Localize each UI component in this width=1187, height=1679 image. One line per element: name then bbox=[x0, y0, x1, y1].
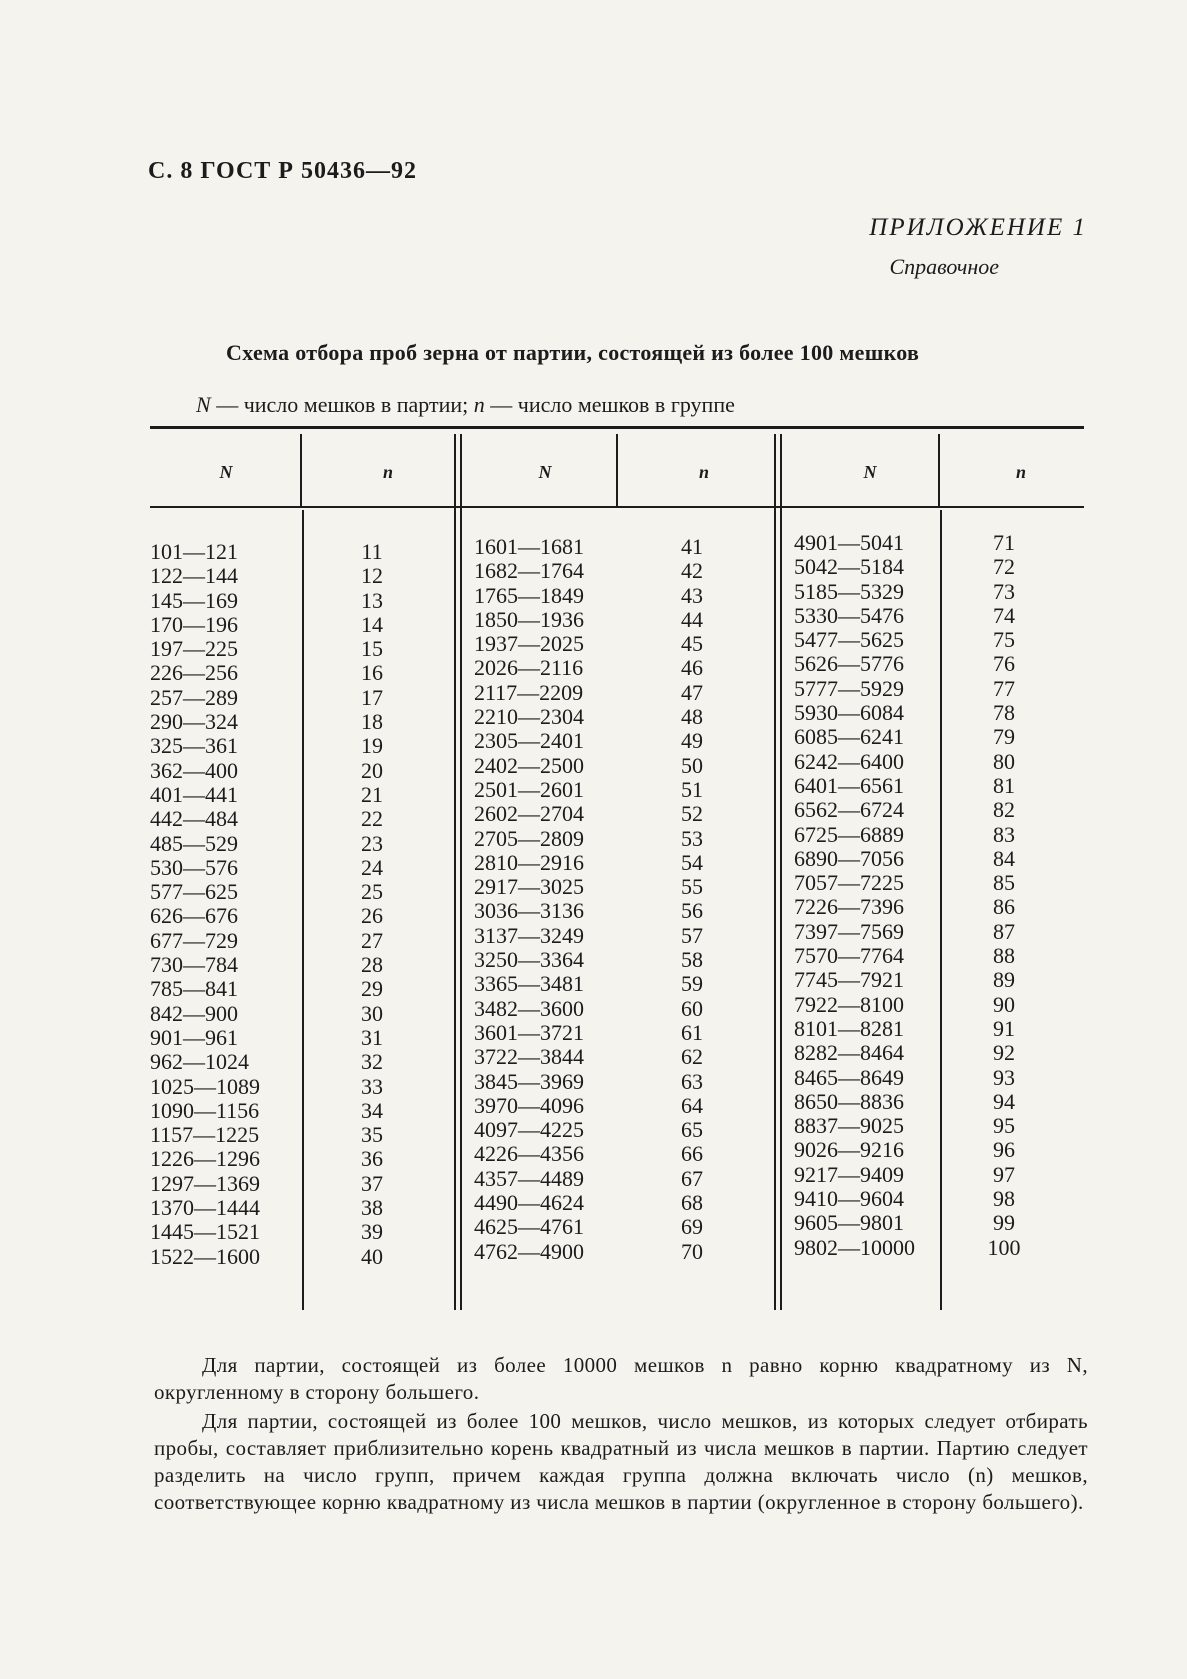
table-cell: 23 bbox=[361, 830, 383, 856]
table-cell: 2917—3025 bbox=[474, 874, 584, 900]
table-cell: 19 bbox=[361, 733, 383, 759]
page-header: С. 8 ГОСТ Р 50436—92 bbox=[148, 158, 417, 184]
table-cell: 82 bbox=[993, 797, 1015, 823]
table-cell: 34 bbox=[361, 1097, 383, 1123]
table-cell: 33 bbox=[361, 1073, 383, 1099]
table-cell: 93 bbox=[993, 1064, 1015, 1090]
column-n-1 bbox=[342, 540, 402, 1269]
table-cell: 97 bbox=[993, 1161, 1015, 1187]
table-cell: 31 bbox=[361, 1024, 383, 1050]
table-cell: 7745—7921 bbox=[794, 967, 904, 993]
table-cell: 86 bbox=[993, 894, 1015, 920]
table-cell: 8101—8281 bbox=[794, 1015, 904, 1041]
table-cell: 96 bbox=[993, 1137, 1015, 1163]
table-cell: 9410—9604 bbox=[794, 1186, 904, 1212]
table-cell: 100 bbox=[987, 1234, 1021, 1260]
table-header-rule bbox=[150, 506, 1084, 508]
table-cell: 77 bbox=[993, 675, 1015, 701]
table-top-rule bbox=[150, 426, 1084, 429]
table-cell: 785—841 bbox=[150, 976, 238, 1002]
table-cell: 36 bbox=[361, 1146, 383, 1172]
table-cell: 257—289 bbox=[150, 684, 238, 710]
table-cell: 962—1024 bbox=[150, 1049, 249, 1075]
table-cell: 75 bbox=[993, 627, 1015, 653]
table-cell: 3601—3721 bbox=[474, 1019, 584, 1045]
note-paragraph-2: Для партии, состоящей из более 100 мешков, число мешков, из которых следует отбирать пробы, составляет приблизительно корень квадратный из числа мешков в партии. Партию следует разделить на число групп, причем каждая группа должна включать число (n) мешков, соответствующее корню квадратному из числа мешков в партии (округленное в сторону большего). bbox=[154, 1409, 1088, 1514]
table-cell: 73 bbox=[993, 578, 1015, 604]
table-cell: 22 bbox=[361, 806, 383, 832]
table-cell: 59 bbox=[681, 971, 703, 997]
table-cell: 6562—6724 bbox=[794, 797, 904, 823]
table-cell: 8465—8649 bbox=[794, 1064, 904, 1090]
table-cell: 98 bbox=[993, 1186, 1015, 1212]
table-cell: 78 bbox=[993, 700, 1015, 726]
table-cell: 1090—1156 bbox=[150, 1097, 260, 1123]
legend-n-text: — число мешков в группе bbox=[484, 392, 735, 417]
table-cell: 64 bbox=[681, 1092, 703, 1118]
table-cell: 7226—7396 bbox=[794, 894, 904, 920]
table-cell: 90 bbox=[993, 991, 1015, 1017]
table-cell: 1370—1444 bbox=[150, 1195, 260, 1221]
header-N-1: N bbox=[219, 462, 233, 482]
table-cell: 626—676 bbox=[150, 903, 238, 929]
table-cell: 1937—2025 bbox=[474, 631, 584, 657]
table-cell: 89 bbox=[993, 967, 1015, 993]
header-N-2: N bbox=[538, 462, 552, 482]
column-double-divider bbox=[454, 434, 456, 1310]
table-cell: 66 bbox=[681, 1141, 703, 1167]
table-cell: 4357—4489 bbox=[474, 1165, 584, 1191]
table-cell: 21 bbox=[361, 781, 383, 807]
table-cell: 81 bbox=[993, 772, 1015, 798]
legend-n-symbol: n bbox=[473, 392, 485, 417]
table-cell: 32 bbox=[361, 1049, 383, 1075]
table-cell: 29 bbox=[361, 976, 383, 1002]
table-cell: 6242—6400 bbox=[794, 748, 904, 774]
table-cell: 39 bbox=[361, 1219, 383, 1245]
table-cell: 56 bbox=[681, 898, 703, 924]
table-cell: 79 bbox=[993, 724, 1015, 750]
table-cell: 44 bbox=[681, 606, 703, 632]
legend-N-text: — число мешков в партии; bbox=[210, 392, 474, 417]
note-paragraph-1: Для партии, состоящей из более 10000 мешков n равно корню квадратному из N, округленному в сторону большего. bbox=[154, 1353, 1088, 1404]
table-cell: 11 bbox=[361, 539, 383, 564]
table-cell: 55 bbox=[681, 874, 703, 900]
table-cell: 1522—1600 bbox=[150, 1243, 260, 1269]
table-cell: 46 bbox=[681, 655, 703, 681]
table-cell: 50 bbox=[681, 752, 703, 778]
table-cell: 9802—10000 bbox=[794, 1234, 915, 1260]
table-cell: 83 bbox=[993, 821, 1015, 847]
column-divider bbox=[940, 510, 942, 1310]
table-cell: 1297—1369 bbox=[150, 1170, 260, 1196]
table-cell: 70 bbox=[681, 1238, 703, 1264]
table-cell: 2210—2304 bbox=[474, 704, 584, 730]
table-cell: 6401—6561 bbox=[794, 772, 904, 798]
table-cell: 1850—1936 bbox=[474, 606, 584, 632]
table-cell: 7397—7569 bbox=[794, 918, 904, 944]
table-cell: 43 bbox=[681, 582, 703, 608]
table-cell: 68 bbox=[681, 1190, 703, 1216]
table-cell: 4901—5041 bbox=[794, 530, 904, 555]
table-cell: 3845—3969 bbox=[474, 1068, 584, 1094]
table-cell: 53 bbox=[681, 825, 703, 851]
table-cell: 170—196 bbox=[150, 611, 238, 637]
header-n-1: n bbox=[382, 462, 393, 482]
table-cell: 72 bbox=[993, 554, 1015, 580]
column-N-2 bbox=[474, 535, 584, 1264]
table-cell: 197—225 bbox=[150, 636, 238, 662]
table-cell: 1445—1521 bbox=[150, 1219, 260, 1245]
table-cell: 15 bbox=[361, 636, 383, 662]
table-cell: 87 bbox=[993, 918, 1015, 944]
table-cell: 6890—7056 bbox=[794, 845, 904, 871]
table-cell: 92 bbox=[993, 1040, 1015, 1066]
table-cell: 6725—6889 bbox=[794, 821, 904, 847]
column-divider bbox=[616, 434, 618, 506]
table-cell: 38 bbox=[361, 1195, 383, 1221]
table-cell: 577—625 bbox=[150, 879, 238, 905]
table-cell: 3365—3481 bbox=[474, 971, 584, 997]
table-cell: 51 bbox=[681, 776, 703, 802]
table-cell: 5930—6084 bbox=[794, 700, 904, 726]
table-cell: 7922—8100 bbox=[794, 991, 904, 1017]
table-cell: 2602—2704 bbox=[474, 801, 584, 827]
table-cell: 76 bbox=[993, 651, 1015, 677]
table-cell: 442—484 bbox=[150, 806, 238, 832]
table-cell: 18 bbox=[361, 709, 383, 735]
table-cell: 2705—2809 bbox=[474, 825, 584, 851]
table-cell: 4097—4225 bbox=[474, 1117, 584, 1143]
table-cell: 35 bbox=[361, 1122, 383, 1148]
table-cell: 290—324 bbox=[150, 709, 238, 735]
table-cell: 5042—5184 bbox=[794, 554, 904, 580]
table-cell: 27 bbox=[361, 927, 383, 953]
column-divider bbox=[300, 434, 302, 506]
table-cell: 5330—5476 bbox=[794, 602, 904, 628]
table-cell: 41 bbox=[681, 534, 703, 559]
table-cell: 14 bbox=[361, 611, 383, 637]
column-N-3 bbox=[794, 531, 915, 1260]
table-cell: 7057—7225 bbox=[794, 870, 904, 896]
header-n-2: n bbox=[698, 462, 709, 482]
column-N-1 bbox=[150, 540, 260, 1269]
table-cell: 12 bbox=[361, 563, 383, 589]
table-cell: 1157—1225 bbox=[150, 1122, 260, 1148]
table-cell: 25 bbox=[361, 879, 383, 905]
table-cell: 61 bbox=[681, 1019, 703, 1045]
header-n-3: n bbox=[1015, 462, 1026, 482]
table-cell: 71 bbox=[993, 530, 1015, 555]
table-cell: 58 bbox=[681, 947, 703, 973]
table-cell: 3970—4096 bbox=[474, 1092, 584, 1118]
table-cell: 24 bbox=[361, 854, 383, 880]
table-cell: 60 bbox=[681, 995, 703, 1021]
table-cell: 5626—5776 bbox=[794, 651, 904, 677]
table-cell: 2026—2116 bbox=[474, 655, 584, 681]
table-cell: 20 bbox=[361, 757, 383, 783]
legend-N-symbol: N bbox=[196, 392, 211, 417]
table-cell: 42 bbox=[681, 558, 703, 584]
table-cell: 95 bbox=[993, 1113, 1015, 1139]
appendix-type: Справочное bbox=[889, 254, 999, 279]
appendix-label: ПРИЛОЖЕНИЕ 1 bbox=[869, 214, 1087, 241]
table-cell: 325—361 bbox=[150, 733, 238, 759]
table-cell: 13 bbox=[361, 587, 383, 613]
table-cell: 65 bbox=[681, 1117, 703, 1143]
table-cell: 5477—5625 bbox=[794, 627, 904, 653]
table-cell: 63 bbox=[681, 1068, 703, 1094]
table-cell: 1226—1296 bbox=[150, 1146, 260, 1172]
table-cell: 9217—9409 bbox=[794, 1161, 904, 1187]
table-cell: 2402—2500 bbox=[474, 752, 584, 778]
table-cell: 8650—8836 bbox=[794, 1088, 904, 1114]
table-cell: 9026—9216 bbox=[794, 1137, 904, 1163]
table-cell: 88 bbox=[993, 943, 1015, 969]
table-cell: 2117—2209 bbox=[474, 679, 584, 705]
column-divider bbox=[938, 434, 940, 506]
table-cell: 530—576 bbox=[150, 854, 238, 880]
table-cell: 8837—9025 bbox=[794, 1113, 904, 1139]
table-cell: 362—400 bbox=[150, 757, 238, 783]
table-cell: 26 bbox=[361, 903, 383, 929]
table-cell: 3036—3136 bbox=[474, 898, 584, 924]
table-cell: 8282—8464 bbox=[794, 1040, 904, 1066]
table-cell: 5185—5329 bbox=[794, 578, 904, 604]
table-cell: 1601—1681 bbox=[474, 534, 584, 559]
table-cell: 730—784 bbox=[150, 952, 238, 978]
table-cell: 85 bbox=[993, 870, 1015, 896]
column-double-divider bbox=[460, 434, 462, 1310]
column-n-2 bbox=[662, 535, 722, 1264]
table-cell: 30 bbox=[361, 1000, 383, 1026]
table-cell: 4625—4761 bbox=[474, 1214, 584, 1240]
table-cell: 101—121 bbox=[150, 539, 238, 564]
table-cell: 47 bbox=[681, 679, 703, 705]
table-cell: 145—169 bbox=[150, 587, 238, 613]
table-cell: 17 bbox=[361, 684, 383, 710]
table-cell: 677—729 bbox=[150, 927, 238, 953]
table-cell: 84 bbox=[993, 845, 1015, 871]
table-cell: 4762—4900 bbox=[474, 1238, 584, 1264]
table-cell: 1682—1764 bbox=[474, 558, 584, 584]
table-cell: 3482—3600 bbox=[474, 995, 584, 1021]
table-cell: 226—256 bbox=[150, 660, 238, 686]
table-cell: 40 bbox=[361, 1243, 383, 1269]
table-cell: 74 bbox=[993, 602, 1015, 628]
table-cell: 91 bbox=[993, 1015, 1015, 1041]
table-cell: 67 bbox=[681, 1165, 703, 1191]
table-cell: 6085—6241 bbox=[794, 724, 904, 750]
column-divider bbox=[302, 510, 304, 1310]
table-cell: 80 bbox=[993, 748, 1015, 774]
table-cell: 2305—2401 bbox=[474, 728, 584, 754]
header-N-3: N bbox=[863, 462, 877, 482]
table-cell: 28 bbox=[361, 952, 383, 978]
table-cell: 54 bbox=[681, 849, 703, 875]
table-cell: 5777—5929 bbox=[794, 675, 904, 701]
table-cell: 1765—1849 bbox=[474, 582, 584, 608]
table-cell: 3137—3249 bbox=[474, 922, 584, 948]
table-cell: 2501—2601 bbox=[474, 776, 584, 802]
table-cell: 45 bbox=[681, 631, 703, 657]
table-title: Схема отбора проб зерна от партии, состоящей из более 100 мешков bbox=[226, 340, 920, 365]
table-cell: 49 bbox=[681, 728, 703, 754]
column-double-divider bbox=[780, 434, 782, 1310]
column-double-divider bbox=[774, 434, 776, 1310]
table-cell: 99 bbox=[993, 1210, 1015, 1236]
table-cell: 3250—3364 bbox=[474, 947, 584, 973]
table-cell: 901—961 bbox=[150, 1024, 238, 1050]
table-cell: 69 bbox=[681, 1214, 703, 1240]
table-cell: 16 bbox=[361, 660, 383, 686]
table-cell: 52 bbox=[681, 801, 703, 827]
table-cell: 1025—1089 bbox=[150, 1073, 260, 1099]
table-cell: 2810—2916 bbox=[474, 849, 584, 875]
table-legend bbox=[196, 392, 735, 418]
table-cell: 94 bbox=[993, 1088, 1015, 1114]
table-cell: 485—529 bbox=[150, 830, 238, 856]
table-cell: 4226—4356 bbox=[474, 1141, 584, 1167]
column-n-3 bbox=[974, 531, 1034, 1260]
table-cell: 37 bbox=[361, 1170, 383, 1196]
table-cell: 3722—3844 bbox=[474, 1044, 584, 1070]
table-cell: 9605—9801 bbox=[794, 1210, 904, 1236]
table-cell: 48 bbox=[681, 704, 703, 730]
table-cell: 7570—7764 bbox=[794, 943, 904, 969]
table-cell: 4490—4624 bbox=[474, 1190, 584, 1216]
table-cell: 401—441 bbox=[150, 781, 238, 807]
table-cell: 842—900 bbox=[150, 1000, 238, 1026]
table-cell: 122—144 bbox=[150, 563, 238, 589]
table-cell: 57 bbox=[681, 922, 703, 948]
table-cell: 62 bbox=[681, 1044, 703, 1070]
